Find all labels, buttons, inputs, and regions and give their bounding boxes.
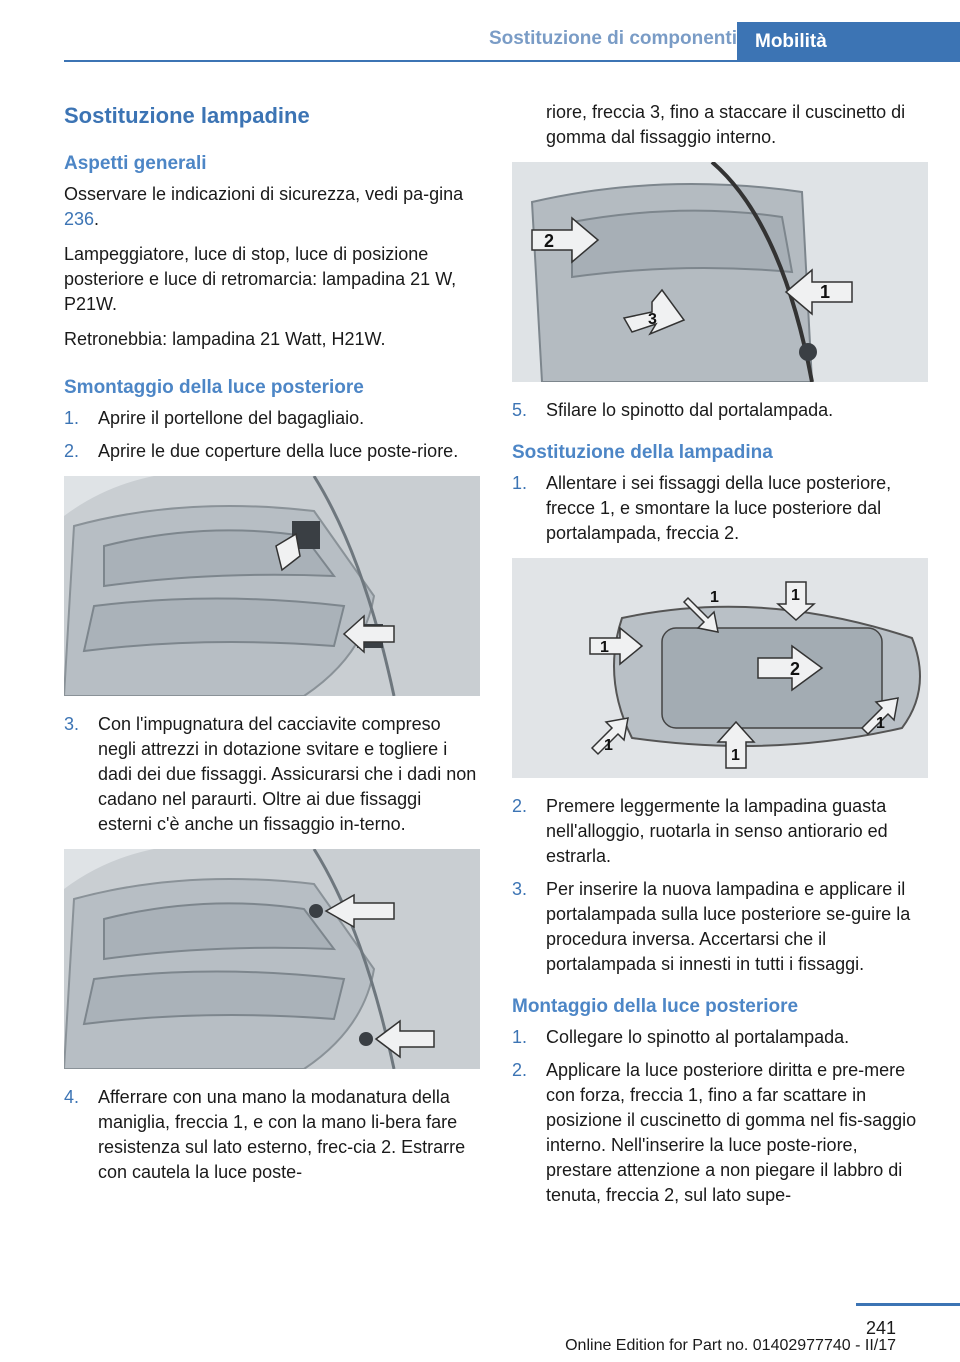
steps-list-a (64, 406, 480, 464)
list-item (64, 439, 480, 464)
figure-tail-light-covers (64, 476, 480, 696)
list-item (64, 406, 480, 431)
page-link[interactable]: 236 (64, 209, 95, 229)
safety-paragraph (64, 182, 480, 232)
step-text: Aprire le due coperture della luce poste-riore. (98, 441, 459, 461)
figure-tail-light-nuts (64, 849, 480, 1069)
step-number: 1. (512, 1027, 528, 1047)
steps-list-d (512, 398, 928, 423)
fig2-label-top-right: 1 (791, 587, 800, 604)
bulb-replace-heading: Sostituzione della lampadina (512, 442, 773, 463)
step-text: Afferrare con una mano la modanatura della maniglia, freccia 1, e con la mano li-bera fare resistenza sul lato esterno, frec-cia 2. Estrarre con cautela la luce poste- (98, 1087, 466, 1182)
list-item (512, 471, 928, 546)
list-item (512, 398, 928, 423)
safety-text: Osservare le indicazioni di sicurezza, vedi pa-gina (64, 184, 464, 204)
section-title: Sostituzione lampadine (64, 103, 310, 128)
step-text: Per inserire la nuova lampadina e applicare il portalampada sulla luce posteriore se-guire la procedura inversa. Accertarsi che il portalampada si innesti in tutti i fissaggi. (546, 879, 911, 974)
step-text: Allentare i sei fissaggi della luce posteriore, frecce 1, e smontare la luce posteriore dal portalampada, freccia 2. (546, 473, 892, 543)
steps-list-g (512, 1025, 928, 1208)
step-text: Applicare la luce posteriore diritta e pre-mere con forza, freccia 1, fino a far scattare in posizione il cuscinetto di gomma nel fis-saggio interno. Nell'inserire la luce poste-riore, prestare attenzione a non piegare il labbro di tenuta, freccia 2, sul lato supe- (546, 1060, 917, 1205)
footer-rule (856, 1303, 960, 1306)
header-chapter-tab: Mobilità (737, 22, 960, 62)
removal-heading: Smontaggio della luce posteriore (64, 377, 364, 398)
step-number: 5. (512, 400, 528, 420)
list-item (512, 794, 928, 869)
page-header (64, 22, 960, 62)
list-item (512, 877, 928, 977)
fig2-label-top-left: 1 (710, 589, 719, 606)
header-rule (64, 60, 737, 62)
page-number: 241 (865, 1318, 896, 1338)
fig2-label-right: 1 (876, 715, 885, 732)
steps-list-c (64, 1085, 480, 1185)
step-text: Con l'impugnatura del cacciavite compreso negli attrezzi in dotazione svitare e togliere i dadi dei due fissaggi. Assicurarsi che i dadi non cadano nel paraurti. Oltre ai due fissaggi esterni c'è anche un fissaggio in-terno. (98, 714, 477, 834)
fig2-label-bottom: 1 (731, 747, 740, 764)
header-section-title: Sostituzione di componenti (488, 28, 737, 49)
bulb-types-paragraph: Lampeggiatore, luce di stop, luce di posizione posteriore e luce di retromarcia: lampadina 21 W, P21W. (64, 244, 457, 314)
list-item (64, 712, 480, 837)
step-number: 2. (512, 1060, 528, 1080)
step-text: Premere leggermente la lampadina guasta nell'alloggio, ruotarla in senso antiorario ed estrarla. (546, 796, 888, 866)
list-item (64, 1085, 480, 1185)
step-number: 1. (64, 408, 80, 428)
left-column (64, 100, 480, 1195)
steps-list-f (512, 794, 928, 977)
step-number: 4. (64, 1087, 80, 1107)
step-text: Collegare lo spinotto al portalampada. (546, 1027, 850, 1047)
right-column (512, 100, 928, 1218)
fig1-label-2: 2 (544, 231, 555, 251)
fig2-label-left: 1 (600, 639, 609, 656)
step-number: 3. (64, 714, 80, 734)
fig1-label-1: 1 (820, 282, 831, 302)
step-number: 3. (512, 879, 528, 899)
mounting-heading: Montaggio della luce posteriore (512, 996, 799, 1017)
safety-text-end: . (94, 209, 100, 229)
list-item (512, 1058, 928, 1208)
figure-lamp-holder (512, 558, 928, 778)
fog-light-paragraph: Retronebbia: lampadina 21 Watt, H21W. (64, 329, 386, 349)
step-number: 1. (512, 473, 528, 493)
fig2-label-2: 2 (790, 659, 801, 679)
continued-step-text: riore, freccia 3, fino a staccare il cuscinetto di gomma dal fissaggio interno. (546, 102, 906, 147)
step-number: 2. (64, 441, 80, 461)
step-text: Aprire il portellone del bagagliaio. (98, 408, 365, 428)
list-item (512, 1025, 928, 1050)
fig2-label-bottom-left: 1 (604, 737, 613, 754)
step-number: 2. (512, 796, 528, 816)
step-text: Sfilare lo spinotto dal portalampada. (546, 400, 834, 420)
fig1-label-3: 3 (648, 311, 657, 328)
footer-edition: Online Edition for Part no. 01402977740 - II/17 (565, 1337, 896, 1354)
general-heading: Aspetti generali (64, 153, 207, 174)
steps-list-b (64, 712, 480, 837)
steps-list-e (512, 471, 928, 546)
figure-remove-light (512, 162, 928, 382)
